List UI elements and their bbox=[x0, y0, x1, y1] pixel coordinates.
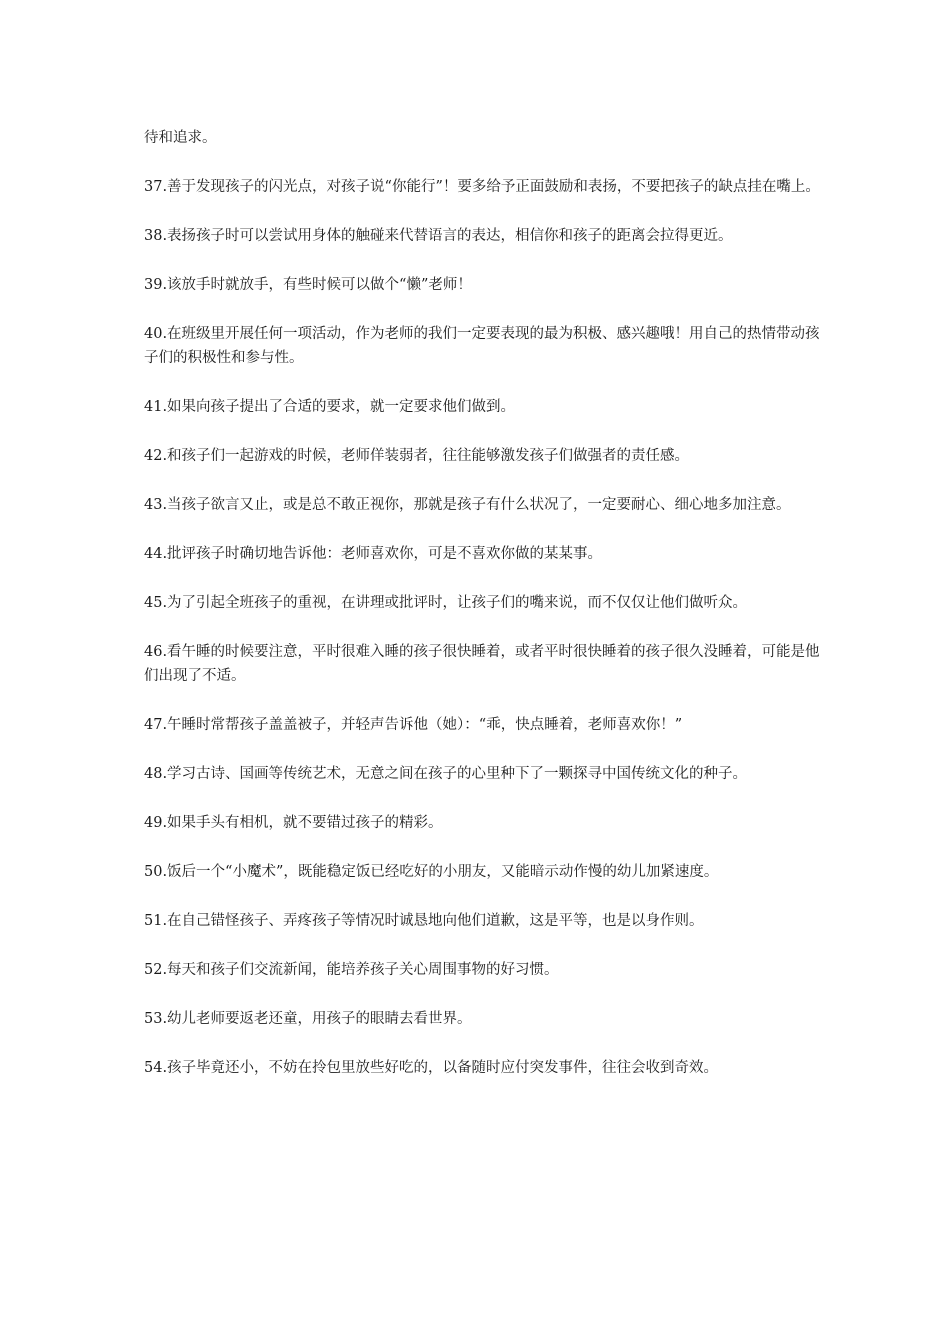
paragraph: 37.善于发现孩子的闪光点，对孩子说“你能行”！要多给予正面鼓励和表扬，不要把孩子的缺点挂在嘴上。 bbox=[144, 179, 820, 195]
paragraph: 45.为了引起全班孩子的重视，在讲理或批评时，让孩子们的嘴来说，而不仅仅让他们做听众。 bbox=[144, 595, 748, 611]
paragraph: 41.如果向孩子提出了合适的要求，就一定要求他们做到。 bbox=[144, 399, 516, 415]
paragraph: 49.如果手头有相机，就不要错过孩子的精彩。 bbox=[144, 815, 443, 831]
document-body bbox=[144, 126, 820, 1105]
paragraph: 46.看午睡的时候要注意，平时很难入睡的孩子很快睡着，或者平时很快睡着的孩子很久没睡着，可能是他们出现了不适。 bbox=[144, 644, 820, 684]
paragraph: 待和追求。 bbox=[144, 130, 217, 146]
paragraph: 40.在班级里开展任何一项活动，作为老师的我们一定要表现的最为积极、感兴趣哦！用自己的热情带动孩子们的积极性和参与性。 bbox=[144, 326, 820, 366]
paragraph: 38.表扬孩子时可以尝试用身体的触碰来代替语言的表达，相信你和孩子的距离会拉得更近。 bbox=[144, 228, 733, 244]
paragraph: 47.午睡时常帮孩子盖盖被子，并轻声告诉他（她）：“乖，快点睡着，老师喜欢你！” bbox=[144, 717, 683, 733]
paragraph: 43.当孩子欲言又止，或是总不敢正视你，那就是孩子有什么状况了，一定要耐心、细心地多加注意。 bbox=[144, 497, 791, 513]
paragraph: 52.每天和孩子们交流新闻，能培养孩子关心周围事物的好习惯。 bbox=[144, 962, 559, 978]
paragraph: 51.在自己错怪孩子、弄疼孩子等情况时诚恳地向他们道歉，这是平等，也是以身作则。 bbox=[144, 913, 704, 929]
paragraph: 48.学习古诗、国画等传统艺术，无意之间在孩子的心里种下了一颗探寻中国传统文化的种子。 bbox=[144, 766, 748, 782]
paragraph: 54.孩子毕竟还小，不妨在拎包里放些好吃的，以备随时应付突发事件，往往会收到奇效。 bbox=[144, 1060, 719, 1076]
paragraph: 50.饭后一个“小魔术”，既能稳定饭已经吃好的小朋友，又能暗示动作慢的幼儿加紧速度。 bbox=[144, 864, 719, 880]
paragraph: 39.该放手时就放手，有些时候可以做个“懒”老师！ bbox=[144, 277, 472, 293]
paragraph: 42.和孩子们一起游戏的时候，老师佯装弱者，往往能够激发孩子们做强者的责任感。 bbox=[144, 448, 690, 464]
paragraph: 53.幼儿老师要返老还童，用孩子的眼睛去看世界。 bbox=[144, 1011, 472, 1027]
paragraph: 44.批评孩子时确切地告诉他：老师喜欢你，可是不喜欢你做的某某事。 bbox=[144, 546, 603, 562]
